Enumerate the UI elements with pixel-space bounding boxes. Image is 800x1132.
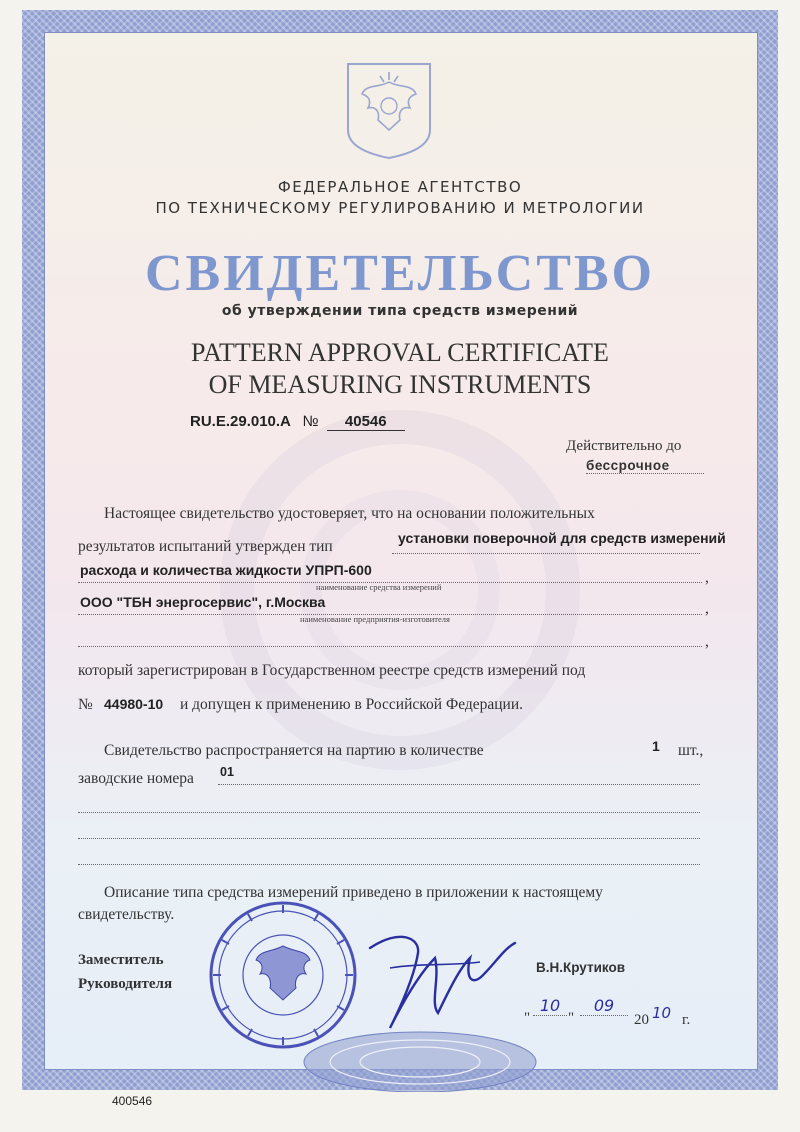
manufacturer-comma: , [705,600,709,617]
serials-dotline-3 [78,838,700,839]
registry-number-sign: № [78,696,93,713]
instrument-comma: , [705,569,709,586]
blank-dotline [78,646,702,647]
serials-dotline [218,784,700,785]
blank-comma: , [705,633,709,650]
instrument-name-line-1: установки поверочной для средств измерений [398,530,726,546]
english-title-line-1: PATTERN APPROVAL CERTIFICATE [191,338,609,367]
date-day: 10 [533,996,567,1016]
number-sign: № [302,413,319,430]
coat-of-arms-emblem [344,60,434,160]
batch-quantity: 1 [652,738,660,754]
certificate-title: СВИДЕТЕЛЬСТВО [144,245,656,302]
batch-unit: шт., [678,742,704,759]
position-line-2: Руководителя [78,976,173,992]
validity-label: Действительно до [566,438,682,454]
date-year-suffix: 10 [652,1004,672,1022]
date-year-prefix: 20 [634,1012,649,1028]
manufacturer-name: ООО "ТБН энергосервис", г.Москва [80,594,326,610]
serials-label: заводские номера [78,770,194,787]
date-close-quote: " [568,1010,575,1026]
serials-dotline-4 [78,864,700,865]
instrument-name-line-2: расхода и количества жидкости УПРП-600 [80,562,372,578]
description-line-1: Описание типа средства измерений приведено в приложении к настоящему [104,884,603,901]
date-open-quote: " [524,1010,531,1026]
intro-line-2: результатов испытаний утвержден тип [78,538,333,555]
instrument-caption: наименование средства измерений [316,582,442,592]
registry-line: который зарегистрирован в Государственном реестре средств измерений под [78,662,586,679]
serials-dotline-2 [78,812,700,813]
date-suffix: г. [682,1012,691,1028]
instrument-dotline-1 [392,553,700,554]
validity-value: бессрочное [586,458,704,474]
intro-line-1: Настоящее свидетельство удостоверяет, что на основании положительных [104,505,595,522]
date-month: 09 [580,996,628,1016]
position-line-1: Заместитель [78,952,164,968]
english-title-line-2: OF MEASURING INSTRUMENTS [208,370,592,399]
handwritten-signature [360,918,520,1038]
manufacturer-caption: наименование предприятия-изготовителя [300,614,450,624]
agency-line-1: ФЕДЕРАЛЬНОЕ АГЕНТСТВО [277,178,523,196]
form-number: 400546 [112,1094,153,1108]
signer-name: В.Н.Крутиков [536,960,626,975]
certificate-id [190,413,405,431]
batch-line: Свидетельство распространяется на партию в количестве [104,742,484,759]
certificate-subtitle: об утверждении типа средств измерений [221,303,579,319]
serials-value: 01 [220,765,234,779]
registry-number: 44980-10 [104,696,164,712]
description-line-2: свидетельству. [78,906,175,923]
agency-line-2: ПО ТЕХНИЧЕСКОМУ РЕГУЛИРОВАНИЮ И МЕТРОЛОГИИ [155,199,645,217]
certificate-number: 40546 [327,413,405,431]
registry-tail: и допущен к применению в Российской Федерации. [180,696,524,713]
certificate-prefix: RU.E.29.010.A [190,413,291,430]
